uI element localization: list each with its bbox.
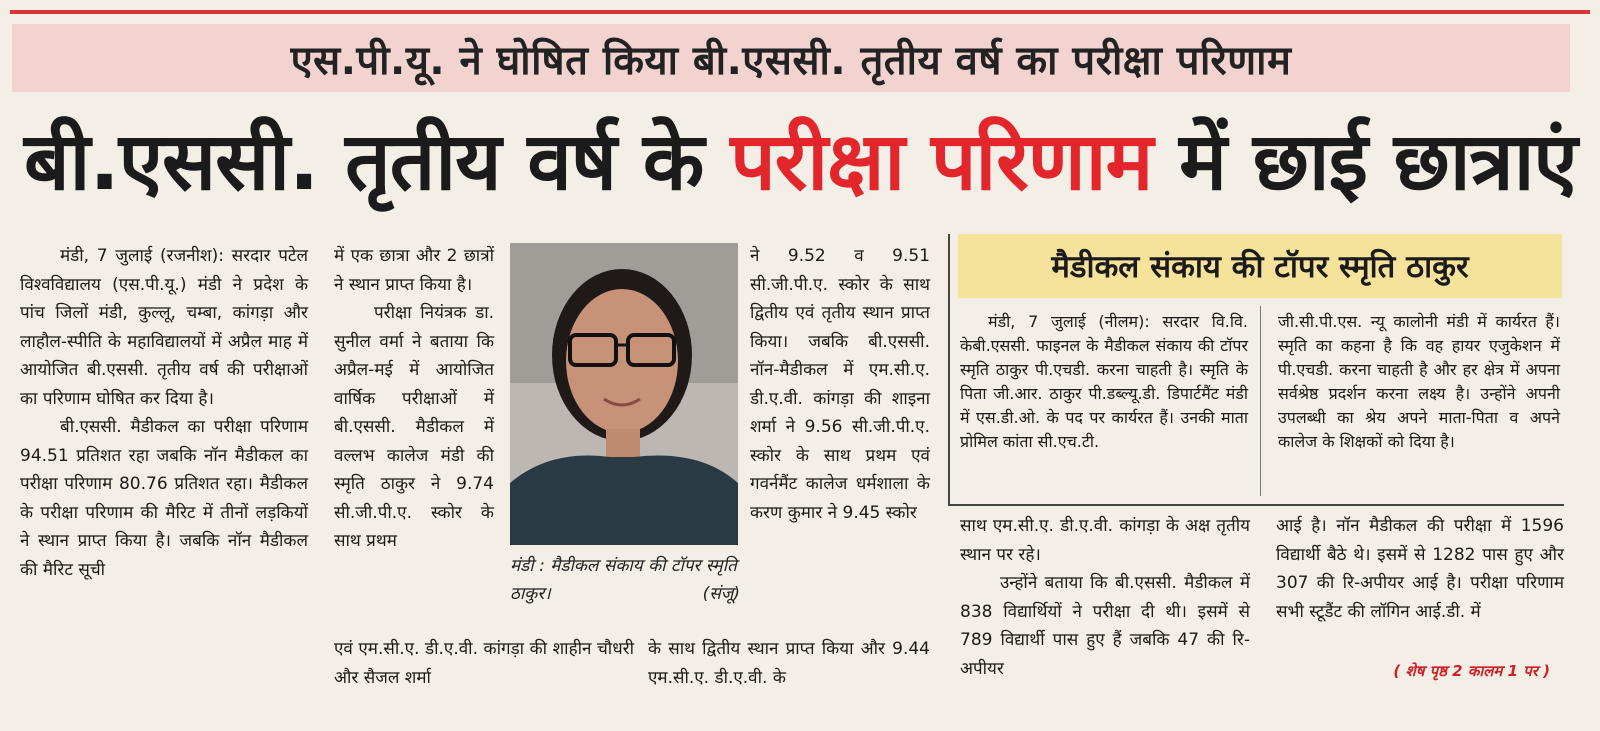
- column-2-tail: [334, 635, 634, 692]
- column-1-para-2: बी.एससी. मैडीकल का परीक्षा परिणाम 94.51 प्रतिशत रहा जबकि नॉन मैडीकल का परीक्षा परिणाम 80.76 प्रतिशत रहा। मैडीकल के परीक्षा परिणाम की मैरिट में तीनों लड़कियों ने स्थान प्राप्त किया है। जबकि नॉन मैडीकल की मैरिट सूची: [20, 417, 308, 580]
- column-3: [750, 242, 930, 527]
- column-2-para-2: परीक्षा नियंत्रक डा. सुनील वर्मा ने बताया कि अप्रैल-मई में आयोजित वार्षिक परीक्षाओं में बी.एससी. मैडीकल में वल्लभ कालेज मंडी की स्मृति ठाकुर ने 9.74 सी.जी.पी.ए. स्कोर के साथ प्रथम: [334, 303, 494, 551]
- sidebox-bottom-rule: [948, 504, 1564, 506]
- photo-caption: [510, 552, 740, 608]
- column-4-para-1: साथ एम.सी.ए. डी.ए.वी. कांगड़ा के अक्ष तृतीय स्थान पर रहे।: [960, 516, 1250, 565]
- sidebox-title-band: [958, 234, 1562, 298]
- column-3-para-2: के साथ द्वितीय स्थान प्राप्त किया और 9.44 एम.सी.ए. डी.ए.वी. के: [648, 639, 930, 688]
- column-3-tail: [648, 635, 930, 692]
- column-1: [20, 242, 308, 584]
- column-1-para-1: मंडी, 7 जुलाई (रजनीश): सरदार पटेल विश्वविद्यालय (एस.पी.यू.) मंडी ने प्रदेश के पांच जिलों मंडी, कुल्लू, चम्बा, कांगड़ा और लाहौल-स्पीति के महाविद्यालयों में अप्रैल माह में आयोजित बी.एससी. तृतीय वर्ष की परीक्षाओं का परिणाम घोषित कर दिया है।: [20, 246, 308, 409]
- caption-text: मंडी : मैडीकल संकाय की टॉपर स्मृति ठाकुर।: [510, 556, 737, 604]
- kicker-band: [12, 24, 1570, 92]
- headline: [24, 106, 1584, 218]
- sidebox-divider: [1260, 306, 1261, 496]
- portrait-image: [510, 243, 738, 545]
- column-2-para-1: में एक छात्रा और 2 छात्रों ने स्थान प्राप्त किया है।: [334, 246, 494, 295]
- sidebox-right-column: [1278, 310, 1560, 454]
- caption-credit: (संजू): [702, 584, 740, 604]
- topper-photo: [510, 243, 738, 545]
- column-2: [334, 242, 494, 556]
- headline-part1: बी.एससी. तृतीय वर्ष के: [24, 115, 731, 208]
- kicker: एस.पी.यू. ने घोषित किया बी.एससी. तृतीय वर्ष का परीक्षा परिणाम: [290, 37, 1292, 84]
- top-rule: [10, 10, 1590, 14]
- column-5: [1276, 512, 1564, 626]
- column-5-para-1: आई है। नॉन मैडीकल की परीक्षा में 1596 विद्यार्थी बैठे थे। इसमें से 1282 पास हुए और 307 की रि-अपीयर आई है। परीक्षा परिणाम सभी स्टूडैंट की लॉगिन आई.डी. में: [1276, 516, 1564, 622]
- sidebox-title: मैडीकल संकाय की टॉपर स्मृति ठाकुर: [1051, 249, 1469, 285]
- headline-highlight: परीक्षा परिणाम: [730, 115, 1153, 208]
- headline-part2: में छाई छात्राएं: [1152, 115, 1577, 208]
- sidebox-left-column: [960, 310, 1248, 454]
- sidebox-left-rule: [948, 234, 950, 506]
- sidebox-left-text: मंडी, 7 जुलाई (नीलम): सरदार वि.वि. केबी.एससी. फाइनल के मैडीकल संकाय की टॉपर स्मृति ठाकुर पी.एचडी. करना चाहती है। स्मृति के पिता जी.आर. ठाकुर पी.डब्ल्यू.डी. डिपार्टमैंट मंडी में एस.डी.ओ. के पद पर कार्यरत हैं। उनकी माता प्रोमिल कांता सी.एच.टी.: [960, 312, 1248, 451]
- column-4-para-2: उन्होंने बताया कि बी.एससी. मैडीकल में 838 विद्यार्थियों ने परीक्षा दी थी। इसमें से 789 विद्यार्थी पास हुए हैं जबकि 47 की रि-अपीयर: [960, 573, 1250, 679]
- column-2-para-3: एवं एम.सी.ए. डी.ए.वी. कांगड़ा की शाहीन चौधरी और सैजल शर्मा: [334, 639, 634, 688]
- column-3-para-1: ने 9.52 व 9.51 सी.जी.पी.ए. स्कोर के साथ द्वितीय एवं तृतीय स्थान प्राप्त किया। जबकि बी.एससी. नॉन-मैडीकल में एम.सी.ए. डी.ए.वी. कांगड़ा की शाइना शर्मा ने 9.56 सी.जी.पी.ए. स्कोर के साथ प्रथम एवं गवर्नमैंट कालेज धर्मशाला के करण कुमार ने 9.45 स्कोर: [750, 246, 930, 523]
- column-4: [960, 512, 1250, 683]
- continued-note: ( शेष पृष्ठ 2 कालम 1 पर ): [1393, 662, 1550, 680]
- sidebox-right-text: जी.सी.पी.एस. न्यू कालोनी मंडी में कार्यरत हैं। स्मृति का कहना है कि वह हायर एजुकेशन में पी.एचडी. करना चाहती है और हर क्षेत्र में अपना सर्वश्रेष्ठ प्रदर्शन करना लक्ष्य है। उन्होंने अपनी उपलब्धी का श्रेय अपने माता-पिता व अपने कालेज के शिक्षकों को दिया है।: [1278, 312, 1560, 451]
